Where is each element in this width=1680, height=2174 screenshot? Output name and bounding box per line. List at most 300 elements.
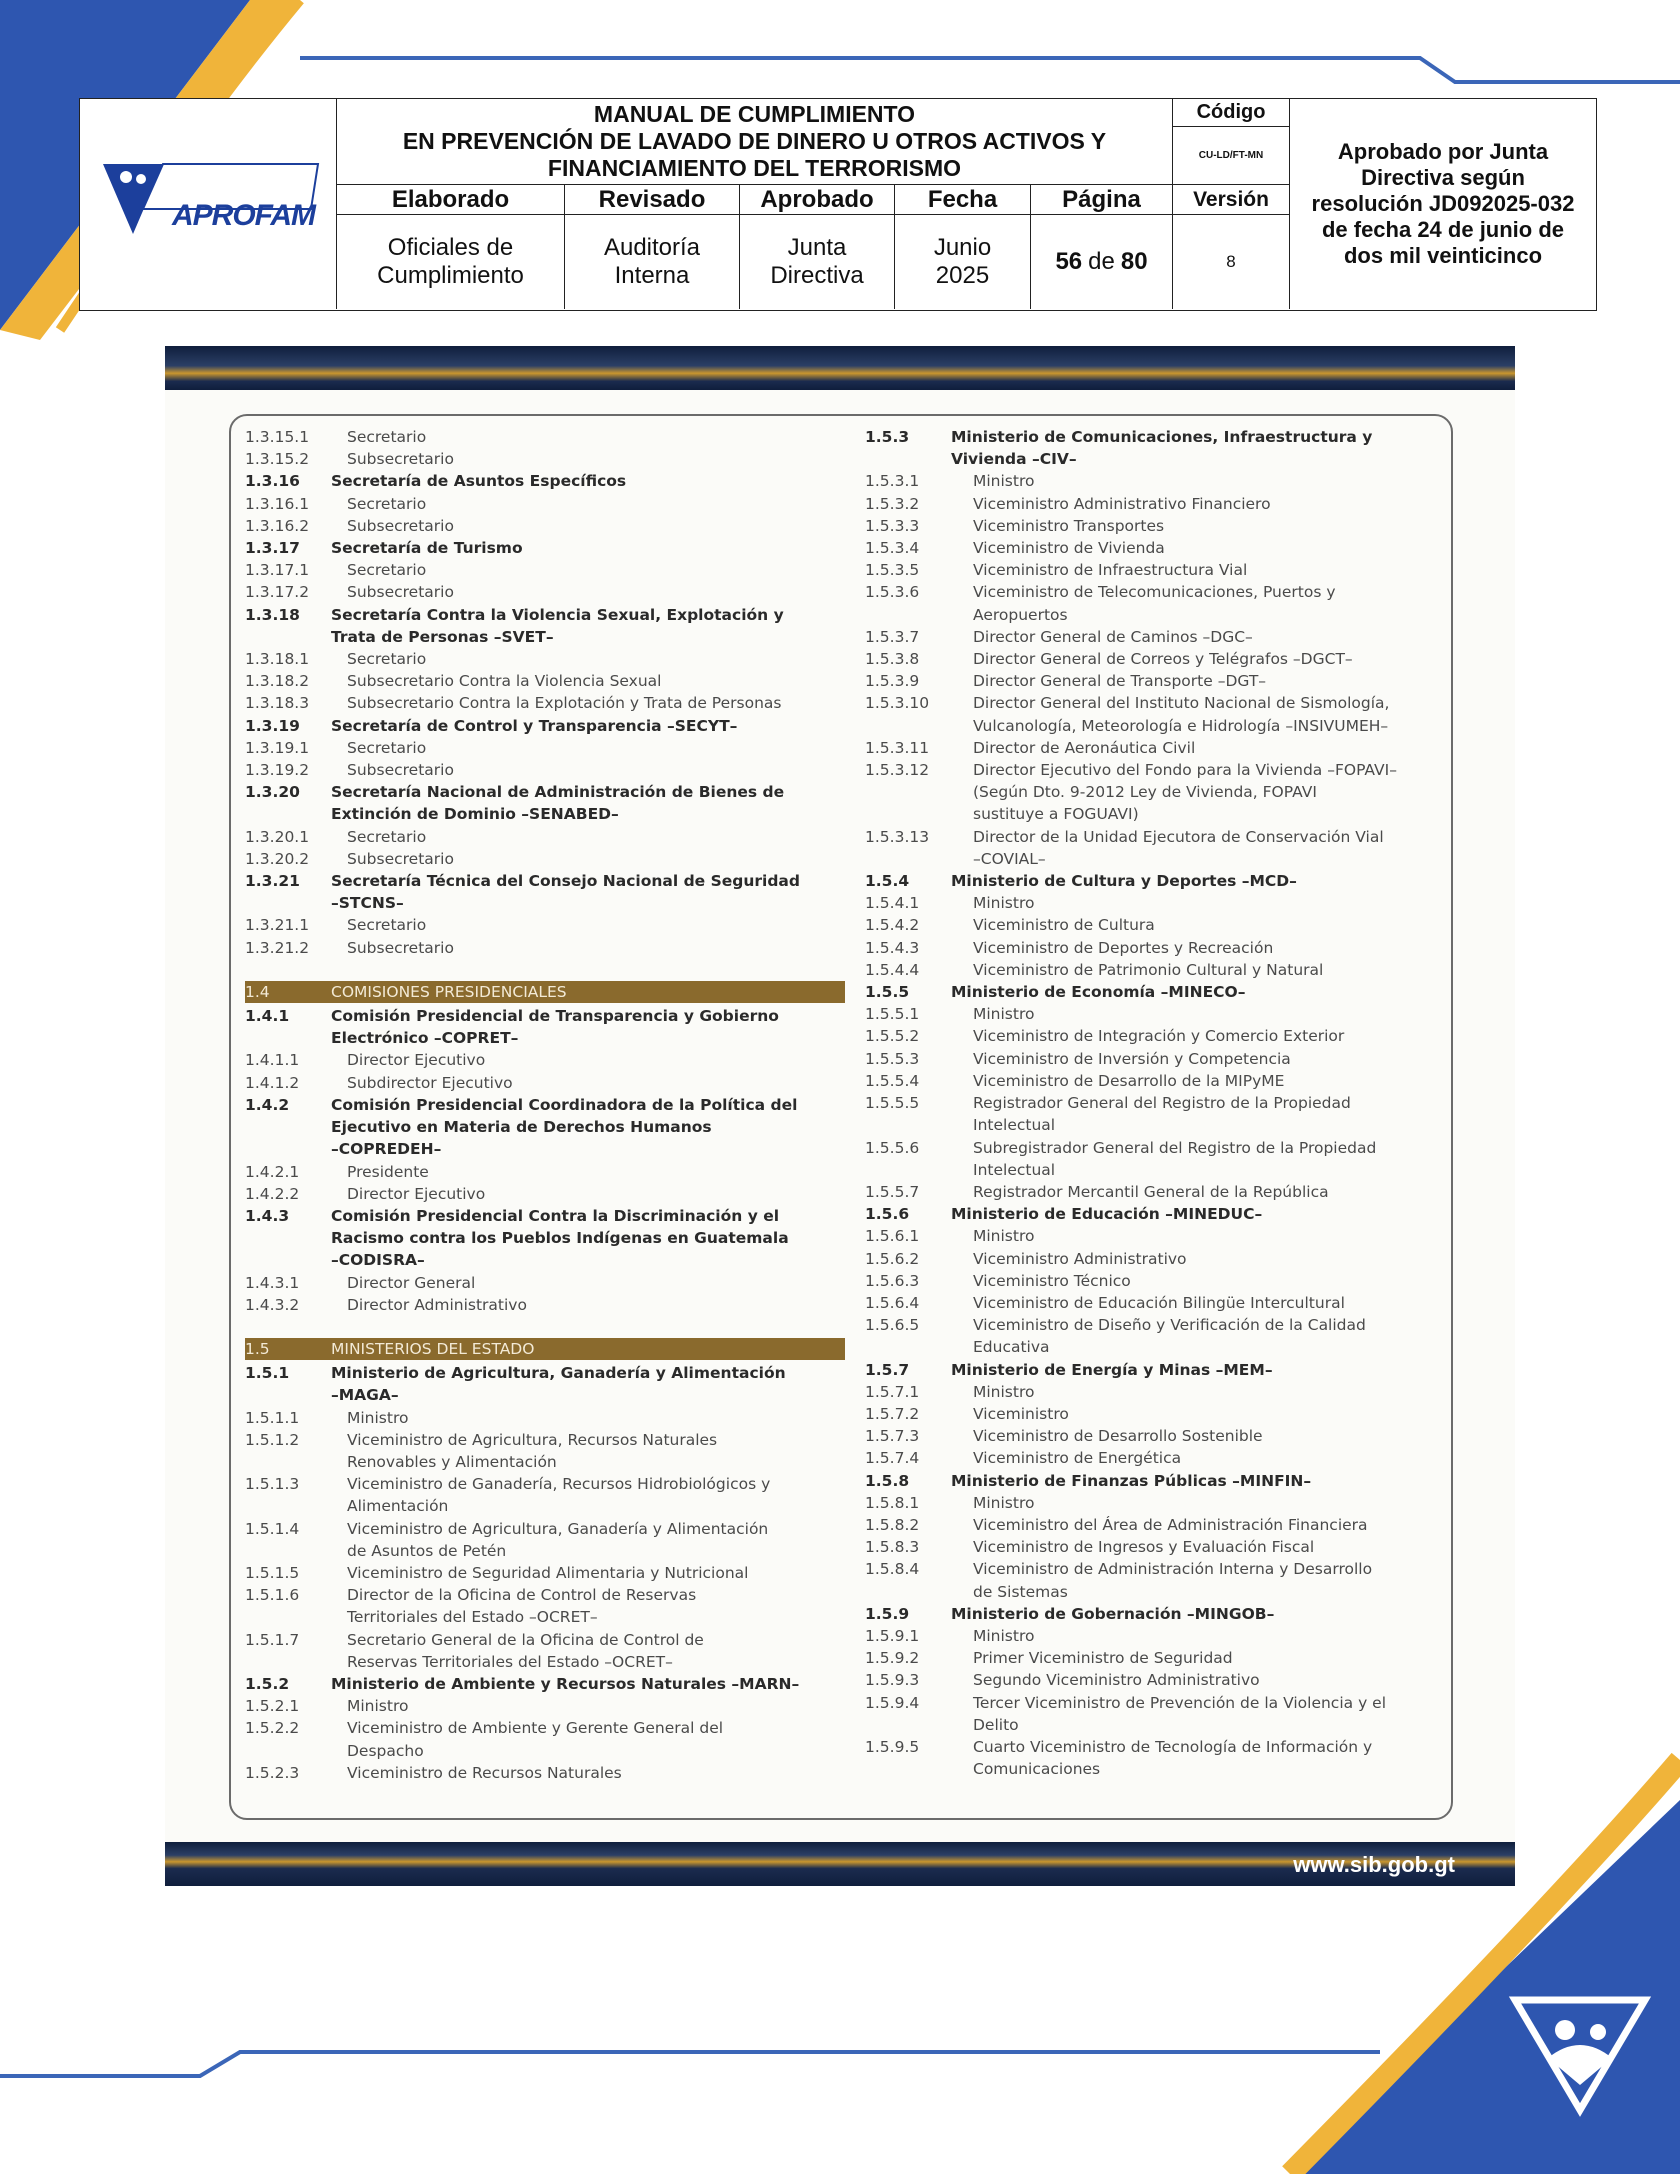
list-item [865, 781, 1455, 803]
list-item [865, 803, 1455, 825]
item-number: 1.3.16.1 [245, 494, 310, 513]
item-label: Ministerio de Educación –MINEDUC– [951, 1205, 1263, 1224]
col-pagina: Página [1031, 185, 1173, 215]
list-item [245, 1183, 845, 1205]
item-number: 1.5.9.2 [865, 1649, 920, 1668]
approval-line-1: Aprobado por Junta [1337, 139, 1549, 164]
item-label: Ministro [973, 894, 1035, 913]
list-item [865, 493, 1455, 515]
item-label: Director General de Correos y Telégrafos –DGCT– [973, 650, 1353, 669]
item-number [245, 626, 331, 648]
item-number: 1.3.18 [245, 605, 300, 624]
section-heading [245, 1249, 845, 1271]
codigo-label-cell [1173, 99, 1290, 127]
list-item [865, 692, 1455, 714]
item-label: Viceministro de Ingresos y Evaluación Fiscal [973, 1538, 1315, 1557]
item-label: Vulcanología, Meteorología e Hidrología –INSIVUMEH– [973, 716, 1389, 735]
item-number: 1.5.8 [865, 1471, 910, 1490]
item-number: 1.5.3 [865, 428, 910, 446]
list-item [865, 1758, 1455, 1780]
approval-line-2: Directiva según [1361, 165, 1525, 190]
item-number [865, 781, 973, 803]
item-number [865, 1114, 973, 1136]
item-label: Viceministro del Área de Administración Financiera [973, 1515, 1368, 1534]
item-label: Cuarto Viceministro de Tecnología de Información y [973, 1737, 1373, 1756]
list-item [865, 470, 1455, 492]
item-label: Ministerio de Agricultura, Ganadería y Alimentación [331, 1364, 786, 1383]
item-label: Electrónico –COPRET– [331, 1029, 519, 1048]
list-item [865, 848, 1455, 870]
person-icon [1590, 2024, 1606, 2040]
list-item [865, 1070, 1455, 1092]
item-number: 1.3.16 [245, 472, 300, 491]
item-number [245, 1451, 347, 1473]
item-label: Registrador General del Registro de la Propiedad [973, 1094, 1351, 1113]
item-label: Ministro [973, 1626, 1035, 1645]
item-number: 1.5.4 [865, 872, 910, 891]
item-number: 1.5.5.1 [865, 1005, 920, 1024]
item-number: 1.3.17.2 [245, 583, 310, 602]
item-label: Subsecretario [347, 450, 454, 469]
item-label: Delito [973, 1715, 1019, 1734]
item-number: 1.5.2.1 [245, 1697, 300, 1716]
title-line-2: EN PREVENCIÓN DE LAVADO DE DINERO U OTROS ACTIVOS Y [402, 128, 1107, 154]
section-heading [245, 604, 845, 626]
item-label: Director Administrativo [347, 1295, 527, 1314]
item-number [865, 604, 973, 626]
item-number: 1.4.3 [245, 1206, 290, 1225]
col-elaborado: Elaborado [337, 185, 565, 215]
list-item [865, 1736, 1455, 1758]
item-number [245, 1740, 347, 1762]
list-item [865, 559, 1455, 581]
item-number: 1.5.9.3 [865, 1671, 920, 1690]
item-label: Viceministro de Diseño y Verificación de la Calidad [973, 1316, 1366, 1335]
item-label: –MAGA– [331, 1386, 399, 1405]
list-item [865, 914, 1455, 936]
item-number [865, 848, 973, 870]
list-item [865, 670, 1455, 692]
item-label: Ministerio de Gobernación –MINGOB– [951, 1604, 1275, 1623]
item-label: Secretario [347, 428, 427, 446]
item-number: 1.5.7.2 [865, 1404, 920, 1423]
list-item [245, 1584, 845, 1606]
item-number: 1.5.3.5 [865, 561, 920, 580]
list-item [865, 1692, 1455, 1714]
item-number: 1.5.1.6 [245, 1586, 300, 1605]
item-number [245, 803, 331, 825]
list-item [865, 1181, 1455, 1203]
item-number: 1.5.3.8 [865, 650, 920, 669]
section-heading [245, 870, 845, 892]
item-label: Viceministro de Telecomunicaciones, Puertos y [973, 583, 1336, 602]
section-heading [245, 1116, 845, 1138]
spacer [245, 1316, 845, 1336]
section-heading [245, 781, 845, 803]
list-item [245, 1540, 845, 1562]
item-number [865, 1159, 973, 1181]
item-number: 1.4.1.1 [245, 1051, 300, 1070]
list-item [865, 515, 1455, 537]
item-label: Viceministro de Inversión y Competencia [973, 1049, 1291, 1068]
item-label: Subdirector Ejecutivo [347, 1073, 513, 1092]
item-number: 1.5.8.2 [865, 1515, 920, 1534]
item-number: 1.5.6.5 [865, 1316, 920, 1335]
item-number: 1.4.2.2 [245, 1184, 300, 1203]
list-item [865, 1714, 1455, 1736]
item-number: 1.4.2.1 [245, 1162, 300, 1181]
item-label: Viceministro de Administración Interna y Desarrollo [973, 1560, 1373, 1579]
item-label: de Asuntos de Petén [347, 1541, 507, 1560]
list-item [245, 581, 845, 603]
value-elaborado: Oficiales de Cumplimiento [337, 215, 565, 309]
list-item [865, 648, 1455, 670]
item-number: 1.5.3.9 [865, 672, 920, 691]
item-label: Registrador Mercantil General de la República [973, 1182, 1329, 1201]
section-heading [245, 1094, 845, 1116]
item-number: 1.5.8.1 [865, 1493, 920, 1512]
item-number: 1.4.3.1 [245, 1273, 300, 1292]
item-number: 1.5.4.4 [865, 960, 920, 979]
value-aprobado: Junta Directiva [740, 215, 895, 309]
list-item [865, 1314, 1455, 1336]
item-number: 1.5 [245, 1339, 270, 1358]
list-item [865, 1003, 1455, 1025]
list-item [865, 937, 1455, 959]
item-label: Secretario [347, 494, 427, 513]
item-number: 1.5.7.3 [865, 1427, 920, 1446]
item-label: Viceministro [973, 1404, 1069, 1423]
item-number: 1.3.20.1 [245, 827, 310, 846]
item-number: 1.5.1.7 [245, 1630, 300, 1649]
item-label: Reservas Territoriales del Estado –OCRET– [347, 1652, 673, 1671]
list-item [245, 1451, 845, 1473]
list-item [865, 1225, 1455, 1247]
version-number: 8 [1226, 252, 1236, 271]
section-heading [245, 803, 845, 825]
item-number: 1.5.2 [245, 1674, 290, 1693]
item-number: 1.3.16.2 [245, 516, 310, 535]
list-item [245, 937, 845, 959]
list-item [245, 1049, 845, 1071]
item-label: de Sistemas [973, 1582, 1068, 1601]
item-label: Director de Aeronáutica Civil [973, 738, 1196, 757]
item-number: 1.5.7 [865, 1360, 910, 1379]
item-label: Director General de Caminos –DGC– [973, 627, 1253, 646]
item-label: Viceministro de Agricultura, Recursos Naturales [347, 1430, 718, 1449]
item-label: Secretaría Técnica del Consejo Nacional de Seguridad [331, 872, 800, 891]
item-number [245, 1540, 347, 1562]
section-heading [245, 1362, 845, 1384]
col-fecha: Fecha [895, 185, 1031, 215]
item-label: Subsecretario [347, 761, 454, 780]
list-item [865, 1669, 1455, 1691]
item-label: Subsecretario [347, 516, 454, 535]
item-label: Comisión Presidencial de Transparencia y Gobierno [331, 1007, 779, 1026]
item-number: 1.5.1.3 [245, 1475, 300, 1494]
item-label: Segundo Viceministro Administrativo [973, 1671, 1260, 1690]
item-number: 1.5.4.2 [865, 916, 920, 935]
item-label: Viceministro de Integración y Comercio Exterior [973, 1027, 1345, 1046]
item-number: 1.5.3.11 [865, 738, 930, 757]
item-number: 1.3.19.1 [245, 738, 310, 757]
item-label: (Según Dto. 9-2012 Ley de Vivienda, FOPAVI [973, 783, 1317, 802]
list-item [865, 959, 1455, 981]
item-number: 1.5.6.4 [865, 1293, 920, 1312]
list-item [865, 1248, 1455, 1270]
section-heading [865, 1359, 1455, 1381]
item-number: 1.3.17.1 [245, 561, 310, 580]
scanned-page [165, 346, 1515, 1886]
item-number: 1.5.3.6 [865, 583, 920, 602]
list-item [245, 670, 845, 692]
item-label: Intelectual [973, 1116, 1056, 1135]
item-number: 1.5.2.3 [245, 1763, 300, 1782]
list-item [865, 1092, 1455, 1114]
item-label: Ministerio de Ambiente y Recursos Naturales –MARN– [331, 1674, 800, 1693]
list-item [865, 1558, 1455, 1580]
item-number: 1.5.5.5 [865, 1094, 920, 1113]
section-heading [865, 448, 1455, 470]
item-number: 1.3.20 [245, 783, 300, 802]
item-number: 1.3.19 [245, 716, 300, 735]
item-number: 1.3.18.1 [245, 650, 310, 669]
item-number: 1.5.3.3 [865, 516, 920, 535]
list-item [245, 1294, 845, 1316]
item-label: Ministro [973, 1493, 1035, 1512]
item-number: 1.3.20.2 [245, 849, 310, 868]
list-item [245, 826, 845, 848]
value-version [1173, 215, 1290, 309]
item-number: 1.5.3.12 [865, 761, 930, 780]
section-band [245, 981, 845, 1003]
list-item [245, 1651, 845, 1673]
item-number [245, 1116, 331, 1138]
list-item [245, 493, 845, 515]
col-revisado: Revisado [565, 185, 740, 215]
item-number: 1.5.5 [865, 983, 910, 1002]
list-item [245, 1562, 845, 1584]
item-number: 1.5.8.3 [865, 1538, 920, 1557]
section-heading [245, 1673, 845, 1695]
item-label: Racismo contra los Pueblos Indígenas en Guatemala [331, 1229, 789, 1248]
item-label: Subsecretario Contra la Explotación y Trata de Personas [347, 694, 782, 713]
item-number: 1.3.21 [245, 872, 300, 891]
item-number [865, 803, 973, 825]
section-heading [865, 870, 1455, 892]
item-label: Viceministro Transportes [973, 516, 1165, 535]
list-item [865, 626, 1455, 648]
item-number: 1.5.3.7 [865, 627, 920, 646]
item-label: Secretario [347, 827, 427, 846]
item-label: Educativa [973, 1338, 1050, 1357]
list-item [245, 1629, 845, 1651]
list-item [865, 715, 1455, 737]
item-label: Ministro [973, 1382, 1035, 1401]
codigo-value-cell [1173, 127, 1290, 185]
section-heading [245, 1027, 845, 1049]
list-item [865, 1492, 1455, 1514]
item-number: 1.5.9.4 [865, 1693, 920, 1712]
item-number: 1.5.3.1 [865, 472, 920, 491]
item-label: Ministerio de Finanzas Públicas –MINFIN– [951, 1471, 1312, 1490]
item-number [865, 1714, 973, 1736]
item-label: Alimentación [347, 1497, 449, 1516]
item-label: Secretaría de Asuntos Específicos [331, 472, 627, 491]
list-item [865, 1025, 1455, 1047]
item-label: Subsecretario Contra la Violencia Sexual [347, 672, 662, 691]
item-label: Primer Viceministro de Seguridad [973, 1649, 1233, 1668]
value-pagina [1031, 215, 1173, 309]
list-item [245, 648, 845, 670]
item-label: Secretaría Contra la Violencia Sexual, Explotación y [331, 605, 784, 624]
item-number: 1.5.7.4 [865, 1449, 920, 1468]
section-heading [865, 1470, 1455, 1492]
item-label: Viceministro de Cultura [973, 916, 1155, 935]
page-total: 80 [1120, 248, 1148, 275]
approval-line-5: dos mil veinticinco [1343, 243, 1543, 268]
item-label: Viceministro de Desarrollo Sostenible [973, 1427, 1263, 1446]
section-heading [245, 1227, 845, 1249]
item-label: Director General de Transporte –DGT– [973, 672, 1267, 691]
item-label: –COPREDEH– [331, 1140, 442, 1159]
item-number: 1.5.6.3 [865, 1271, 920, 1290]
section-heading [245, 470, 845, 492]
scan-bottom-band [165, 1842, 1515, 1886]
item-number [865, 1581, 973, 1603]
section-heading [865, 1203, 1455, 1225]
item-number: 1.4.2 [245, 1095, 290, 1114]
list-item [865, 1137, 1455, 1159]
col-version: Versión [1173, 185, 1290, 215]
item-label: Despacho [347, 1741, 424, 1760]
page-number: 56 [1055, 248, 1083, 275]
item-number: 1.5.3.13 [865, 827, 930, 846]
item-label: Extinción de Dominio –SENABED– [331, 805, 619, 824]
item-number: 1.5.9.5 [865, 1737, 920, 1756]
item-number [865, 1336, 973, 1358]
item-label: Vivienda –CIV– [951, 450, 1077, 469]
value-fecha: Junio 2025 [895, 215, 1031, 309]
item-number: 1.5.6.2 [865, 1249, 920, 1268]
item-number: 1.5.9 [865, 1604, 910, 1623]
section-heading [245, 715, 845, 737]
item-number: 1.5.6 [865, 1205, 910, 1224]
list-item [865, 581, 1455, 603]
list-item [865, 737, 1455, 759]
item-label: –STCNS– [331, 894, 404, 913]
item-label: Secretario [347, 561, 427, 580]
bottom-rule-decoration [0, 2052, 1380, 2076]
item-number: 1.5.1.2 [245, 1430, 300, 1449]
list-item [245, 1740, 845, 1762]
section-heading [865, 1603, 1455, 1625]
item-number [865, 1758, 973, 1780]
item-number: 1.5.8.4 [865, 1560, 920, 1579]
list-item [865, 1514, 1455, 1536]
item-number [245, 1384, 331, 1406]
item-label: Viceministro Administrativo Financiero [973, 494, 1271, 513]
item-label: Secretaría de Control y Transparencia –SECYT– [331, 716, 738, 735]
item-number: 1.5.3.2 [865, 494, 920, 513]
item-label: Ministerio de Economía –MINECO– [951, 983, 1246, 1002]
item-label: Comisión Presidencial Contra la Discriminación y el [331, 1206, 780, 1225]
item-number: 1.5.4.1 [865, 894, 920, 913]
list-item [865, 1536, 1455, 1558]
item-number: 1.5.5.2 [865, 1027, 920, 1046]
list-item [245, 1272, 845, 1294]
item-label: –COVIAL– [973, 849, 1046, 868]
item-label: Ejecutivo en Materia de Derechos Humanos [331, 1118, 712, 1137]
left-column [245, 426, 845, 1784]
list-item [865, 1381, 1455, 1403]
item-number: 1.5.5.3 [865, 1049, 920, 1068]
item-label: Ministro [347, 1697, 409, 1716]
item-label: Subsecretario [347, 849, 454, 868]
item-label: Ministro [347, 1408, 409, 1427]
item-number: 1.3.21.2 [245, 938, 310, 957]
item-number: 1.5.5.4 [865, 1071, 920, 1090]
list-item [865, 1425, 1455, 1447]
list-item [865, 1447, 1455, 1469]
list-item [245, 1695, 845, 1717]
list-item [245, 1495, 845, 1517]
list-item [245, 426, 845, 448]
approval-cell [1290, 99, 1596, 309]
item-number [865, 448, 951, 470]
item-number: 1.5.4.3 [865, 938, 920, 957]
list-item [245, 759, 845, 781]
item-label: Secretario [347, 916, 427, 935]
list-item [245, 914, 845, 936]
item-number: 1.3.15.2 [245, 450, 310, 469]
item-label: Viceministro de Agricultura, Ganadería y Alimentación [347, 1519, 769, 1538]
list-item [865, 1270, 1455, 1292]
item-label: Viceministro de Ambiente y Gerente General del [347, 1719, 724, 1738]
item-label: Subregistrador General del Registro de la Propiedad [973, 1138, 1377, 1157]
right-column [865, 426, 1455, 1780]
section-heading [245, 892, 845, 914]
item-label: Ministro [973, 1227, 1035, 1246]
item-label: Presidente [347, 1162, 429, 1181]
item-number [245, 1227, 331, 1249]
item-number: 1.3.19.2 [245, 761, 310, 780]
logo-cell [80, 99, 337, 309]
item-number: 1.3.17 [245, 539, 300, 558]
section-heading [865, 981, 1455, 1003]
list-item [245, 515, 845, 537]
list-item [245, 848, 845, 870]
website-text: www.sib.gob.gt [1293, 1852, 1455, 1877]
list-item [865, 604, 1455, 626]
item-label: sustituye a FOGUAVI) [973, 805, 1139, 824]
item-label: Director General [347, 1273, 476, 1292]
scan-top-band [165, 346, 1515, 390]
item-number: 1.5.9.1 [865, 1626, 920, 1645]
item-number: 1.3.21.1 [245, 916, 310, 935]
value-revisado: Auditoría Interna [565, 215, 740, 309]
document-header-table [79, 98, 1597, 311]
section-heading [245, 626, 845, 648]
section-heading [245, 1384, 845, 1406]
list-item [245, 1762, 845, 1784]
list-item [245, 1606, 845, 1628]
item-label: –CODISRA– [331, 1251, 425, 1270]
item-label: Secretario General de la Oficina de Control de [347, 1630, 704, 1649]
item-number: 1.3.18.3 [245, 694, 310, 713]
item-label: Director de la Oficina de Control de Reservas [347, 1586, 697, 1605]
page-of: de [1088, 248, 1115, 275]
